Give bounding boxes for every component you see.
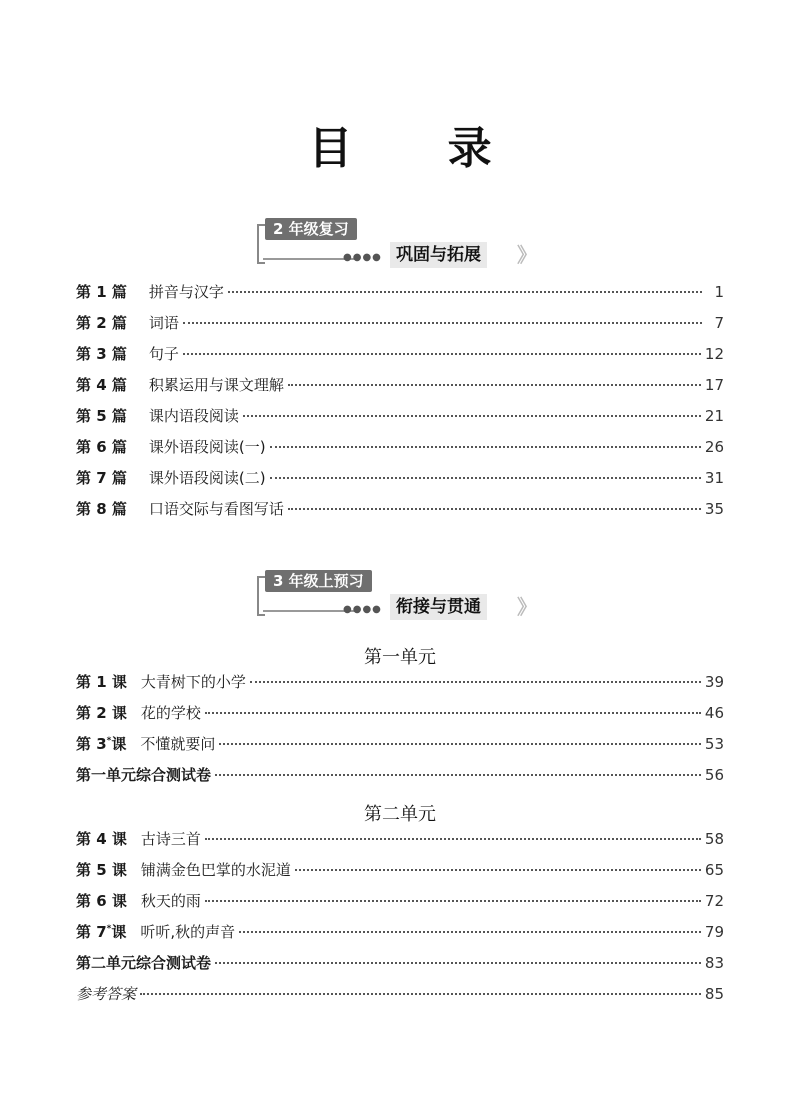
dot-leader [215,962,701,964]
entry-label-num: 第 3 [76,735,107,753]
entry-title: 参考答案 [76,985,137,1003]
entry-label: 第 1 课 [76,673,127,691]
dot-leader [288,508,701,510]
entry-page: 53 [704,735,724,753]
entry-label: 第 8 篇 [76,500,127,518]
toc-entry[interactable] [76,890,724,921]
toc-entry[interactable] [76,671,724,702]
optional-mark: * [106,736,112,746]
entry-label: 第 7 篇 [76,469,127,487]
entry-title: 第一单元综合测试卷 [76,766,212,784]
entry-label: 第 2 课 [76,704,127,722]
entry-label: 第 5 篇 [76,407,127,425]
toc-entry[interactable] [76,343,724,374]
entry-label [76,733,126,754]
entry-label: 第 5 课 [76,861,127,879]
toc-entry[interactable] [76,374,724,405]
entry-page: 12 [704,345,724,363]
dot-leader [215,774,701,776]
dot-leader [205,712,701,714]
chevron-right-icon: 》 [517,595,537,619]
page-title: 目 录 [308,123,532,174]
entry-page: 39 [704,673,724,691]
entry-page: 7 [714,314,724,332]
entry-page: 58 [704,830,724,848]
entry-label: 第 4 课 [76,830,127,848]
entry-label-tail: 课 [111,923,127,941]
dot-leader [250,681,701,683]
entry-page: 46 [704,704,724,722]
unit-heading: 第一单元 [364,647,436,668]
toc-entry[interactable] [76,498,724,529]
entry-title: 口语交际与看图写话 [148,500,284,518]
dots-icon: ●●●● [343,604,382,615]
optional-mark: * [106,924,112,934]
entry-title: 课外语段阅读(二) [148,469,266,487]
section-banner-review [255,218,545,274]
dot-leader [183,353,701,355]
dot-leader [228,291,702,293]
entry-label: 第 1 篇 [76,283,127,301]
entry-label: 第 3 篇 [76,345,127,363]
entry-page: 65 [704,861,724,879]
section-subtitle: 衔接与贯通 [390,594,487,620]
toc-entry[interactable] [76,921,724,952]
entry-page: 1 [714,283,724,301]
entry-page: 72 [704,892,724,910]
chevron-right-icon: 》 [517,243,537,267]
entry-label: 第 6 课 [76,892,127,910]
grade-badge: 2 年级复习 [265,218,357,240]
entry-label-num: 第 7 [76,923,107,941]
entry-title: 课外语段阅读(一) [148,438,266,456]
section-subtitle: 巩固与拓展 [390,242,487,268]
entry-label [76,921,126,942]
toc-entry[interactable] [76,702,724,733]
dot-leader [219,743,700,745]
toc-entry[interactable] [76,828,724,859]
entry-title: 积累运用与课文理解 [148,376,284,394]
dot-leader [270,477,701,479]
entry-page: 85 [704,985,724,1003]
entry-page: 35 [704,500,724,518]
toc-entry-test[interactable] [76,764,724,795]
dot-leader [140,993,701,995]
toc-entry-answers[interactable] [76,983,724,1014]
dot-leader [243,415,701,417]
unit-heading: 第二单元 [364,804,436,825]
toc-entry[interactable] [76,733,724,764]
entry-page: 79 [704,923,724,941]
dot-leader [295,869,701,871]
toc-entry[interactable] [76,467,724,498]
entry-page: 83 [704,954,724,972]
dot-leader [183,322,702,324]
toc-unit-1 [76,671,724,795]
dots-icon: ●●●● [343,252,382,263]
entry-page: 31 [704,469,724,487]
entry-label: 第 6 篇 [76,438,127,456]
dot-leader [270,446,701,448]
entry-title: 秋天的雨 [140,892,201,910]
entry-title: 词语 [148,314,179,332]
toc-entry[interactable] [76,859,724,890]
dot-leader [288,384,701,386]
entry-title: 古诗三首 [140,830,201,848]
entry-title: 拼音与汉字 [148,283,224,301]
toc-section-review [76,281,724,529]
entry-title: 第二单元综合测试卷 [76,954,212,972]
entry-title: 句子 [148,345,179,363]
grade-badge: 3 年级上预习 [265,570,372,592]
toc-unit-2 [76,828,724,1014]
entry-label-tail: 课 [111,735,127,753]
entry-page: 56 [704,766,724,784]
dot-leader [239,931,701,933]
toc-entry-test[interactable] [76,952,724,983]
entry-title: 不懂就要问 [140,735,216,753]
entry-title: 听听,秋的声音 [140,923,236,941]
entry-page: 26 [704,438,724,456]
toc-entry[interactable] [76,312,724,343]
entry-page: 21 [704,407,724,425]
entry-page: 17 [704,376,724,394]
section-banner-preview [255,570,545,626]
toc-entry[interactable] [76,436,724,467]
entry-title: 大青树下的小学 [140,673,246,691]
entry-label: 第 2 篇 [76,314,127,332]
entry-label: 第 4 篇 [76,376,127,394]
entry-title: 铺满金色巴掌的水泥道 [140,861,291,879]
toc-entry[interactable] [76,281,724,312]
toc-entry[interactable] [76,405,724,436]
dot-leader [205,900,701,902]
entry-title: 花的学校 [140,704,201,722]
entry-title: 课内语段阅读 [148,407,239,425]
dot-leader [205,838,701,840]
